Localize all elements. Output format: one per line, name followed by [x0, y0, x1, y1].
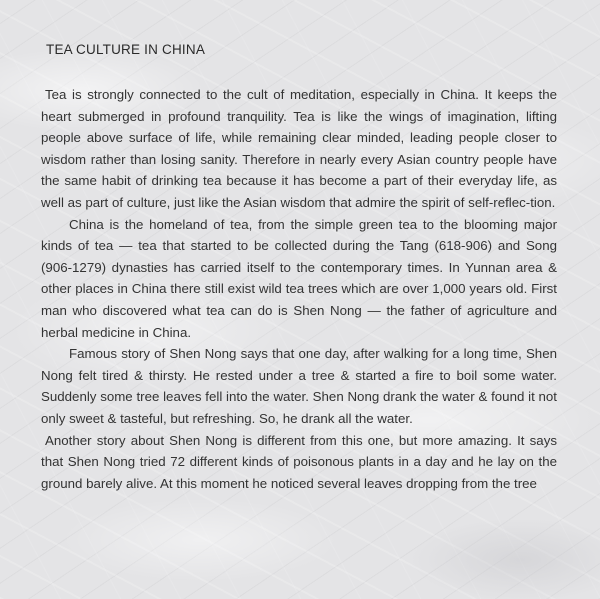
page-title: TEA CULTURE IN CHINA	[46, 42, 206, 57]
paragraph-shen-nong-another-story: Another story about Shen Nong is different from this one, but more amazing. It says that Shen Nong tried 72 different kinds of poisonous plants in a day and he lay on the ground barely alive. At this moment he noticed several leaves dropping from the tree	[41, 432, 557, 491]
paragraph-tea-meditation: Tea is strongly connected to the cult of meditation, especially in China. It keeps the heart submerged in profound tranquility. Tea is like the wings of imagination, lifting people above surface of life, while remaining clear minded, leading people closer to wisdom rather than losing sanity. Therefore in nearly every Asian country people have the same habit of drinking tea because it has become a part of their everyday life, as well as part of culture, just like the Asian wisdom that admire the spirit of self-reflec-tion.	[41, 87, 557, 210]
paragraph-shen-nong-story: Famous story of Shen Nong says that one day, after walking for a long time, Shen Nong felt tired & thirsty. He rested under a tree & started a fire to boil some water. Suddenly some tree leaves fell into the water. Shen Nong drank the water & found it not only sweet & tasteful, but refreshing. So, he drank all the water.	[41, 346, 557, 426]
paragraph-china-homeland-of-tea: China is the homeland of tea, from the simple green tea to the blooming major kinds of tea — tea that started to be collected during the Tang (618-906) and Song (906-1279) dynasties has carried itself to the contemporary times. In Yunnan area & other places in China there still exist wild tea trees which are over 1,000 years old. First man who discovered what tea can do is Shen Nong — the father of agriculture and herbal medicine in China.	[41, 216, 557, 340]
body-text	[41, 84, 557, 494]
